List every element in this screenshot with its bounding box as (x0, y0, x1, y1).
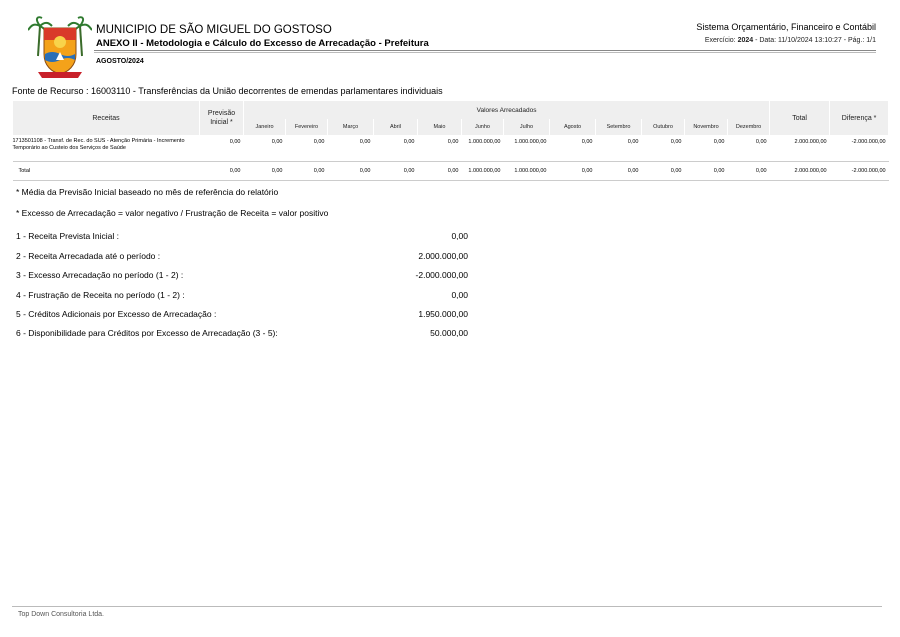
row-month-value: 0,00 (328, 135, 374, 162)
month-header: Maio (418, 119, 462, 135)
summary-value: 1.950.000,00 (418, 309, 468, 319)
summary-label: 2 - Receita Arrecadada até o período : (16, 251, 161, 261)
note-excesso: * Excesso de Arrecadação = valor negativo / Frustração de Receita = valor positivo (16, 208, 329, 218)
row-month-value: 0,00 (728, 135, 770, 162)
row-month-value: 0,00 (550, 135, 596, 162)
total-month-value: 0,00 (728, 162, 770, 181)
row-description: 1713501108 - Transf. de Rec. do SUS - Atenção Primária - Incremento Temporário ao Custeio dos Serviços de Saúde (13, 135, 200, 162)
row-month-value: 0,00 (418, 135, 462, 162)
row-month-value: 0,00 (596, 135, 642, 162)
summary-value: 0,00 (451, 290, 468, 300)
month-header: Fevereiro (286, 119, 328, 135)
col-diferenca: Diferença * (830, 101, 889, 135)
table-row (13, 135, 889, 162)
month-header: Março (328, 119, 374, 135)
fonte-recurso: Fonte de Recurso : 16003110 - Transferências da União decorrentes de emendas parlamentares individuais (12, 86, 443, 96)
total-row (13, 162, 889, 181)
summary-label: 3 - Excesso Arrecadação no período (1 - 2) : (16, 270, 184, 280)
header-divider-secondary (94, 52, 876, 53)
total-month-value: 1.000.000,00 (462, 162, 504, 181)
row-month-value: 0,00 (374, 135, 418, 162)
month-header: Dezembro (728, 119, 770, 135)
month-header: Novembro (685, 119, 728, 135)
total-month-value: 0,00 (685, 162, 728, 181)
col-receitas: Receitas (13, 101, 200, 135)
total-month-value: 0,00 (550, 162, 596, 181)
row-month-value: 0,00 (244, 135, 286, 162)
row-month-value: 0,00 (286, 135, 328, 162)
report-period: AGOSTO/2024 (96, 58, 144, 65)
month-header: Janeiro (244, 119, 286, 135)
total-month-value: 0,00 (244, 162, 286, 181)
month-header: Julho (504, 119, 550, 135)
exercise-year: 2024 (737, 37, 754, 44)
summary-label: 6 - Disponibilidade para Créditos por Excesso de Arrecadação (3 - 5): (16, 328, 278, 338)
total-diferenca: -2.000.000,00 (830, 162, 889, 181)
total-previsao: 0,00 (200, 162, 244, 181)
footer-company: Top Down Consultoria Ltda. (18, 611, 104, 618)
exercise-label: Exercício: (704, 37, 736, 44)
summary-value: -2.000.000,00 (415, 270, 468, 280)
total-month-value: 0,00 (642, 162, 685, 181)
row-month-value: 0,00 (685, 135, 728, 162)
month-header: Junho (462, 119, 504, 135)
row-month-value: 1.000.000,00 (462, 135, 504, 162)
total-month-value: 0,00 (328, 162, 374, 181)
total-label: Total (13, 162, 200, 181)
system-name: Sistema Orçamentário, Financeiro e Contábil (696, 22, 876, 32)
total-total: 2.000.000,00 (770, 162, 830, 181)
col-previsao-inicial: Previsão Inicial * (200, 101, 244, 135)
total-month-value: 0,00 (596, 162, 642, 181)
summary-label: 1 - Receita Prevista Inicial : (16, 231, 119, 241)
month-header: Agosto (550, 119, 596, 135)
summary-value: 2.000.000,00 (418, 251, 468, 261)
col-valores-arrecadados: Valores Arrecadados (244, 101, 770, 119)
col-total: Total (770, 101, 830, 135)
month-header: Outubro (642, 119, 685, 135)
row-month-value: 1.000.000,00 (504, 135, 550, 162)
month-header: Abril (374, 119, 418, 135)
revenue-table (12, 101, 889, 181)
summary-value: 0,00 (451, 231, 468, 241)
summary-label: 5 - Créditos Adicionais por Excesso de Arrecadação : (16, 309, 217, 319)
report-title: ANEXO II - Metodologia e Cálculo do Excesso de Arrecadação - Prefeitura (96, 38, 429, 49)
total-month-value: 0,00 (418, 162, 462, 181)
summary-label: 4 - Frustração de Receita no período (1 - 2) : (16, 290, 185, 300)
month-header: Setembro (596, 119, 642, 135)
row-month-value: 0,00 (642, 135, 685, 162)
total-month-value: 0,00 (374, 162, 418, 181)
total-month-value: 0,00 (286, 162, 328, 181)
header-divider (94, 50, 876, 51)
total-month-value: 1.000.000,00 (504, 162, 550, 181)
summary-value: 50.000,00 (430, 328, 468, 338)
row-previsao: 0,00 (200, 135, 244, 162)
date-page-info: - Data: 11/10/2024 13:10:27 - Pág.: 1/1 (753, 37, 876, 44)
footer-divider (12, 606, 882, 607)
municipal-coat-of-arms-logo (28, 16, 92, 82)
note-previsao: * Média da Previsão Inicial baseado no mês de referência do relatório (16, 187, 279, 197)
municipality-name: MUNICIPIO DE SÃO MIGUEL DO GOSTOSO (96, 24, 332, 36)
report-metadata (705, 37, 876, 44)
row-total: 2.000.000,00 (770, 135, 830, 162)
row-diferenca: -2.000.000,00 (830, 135, 889, 162)
